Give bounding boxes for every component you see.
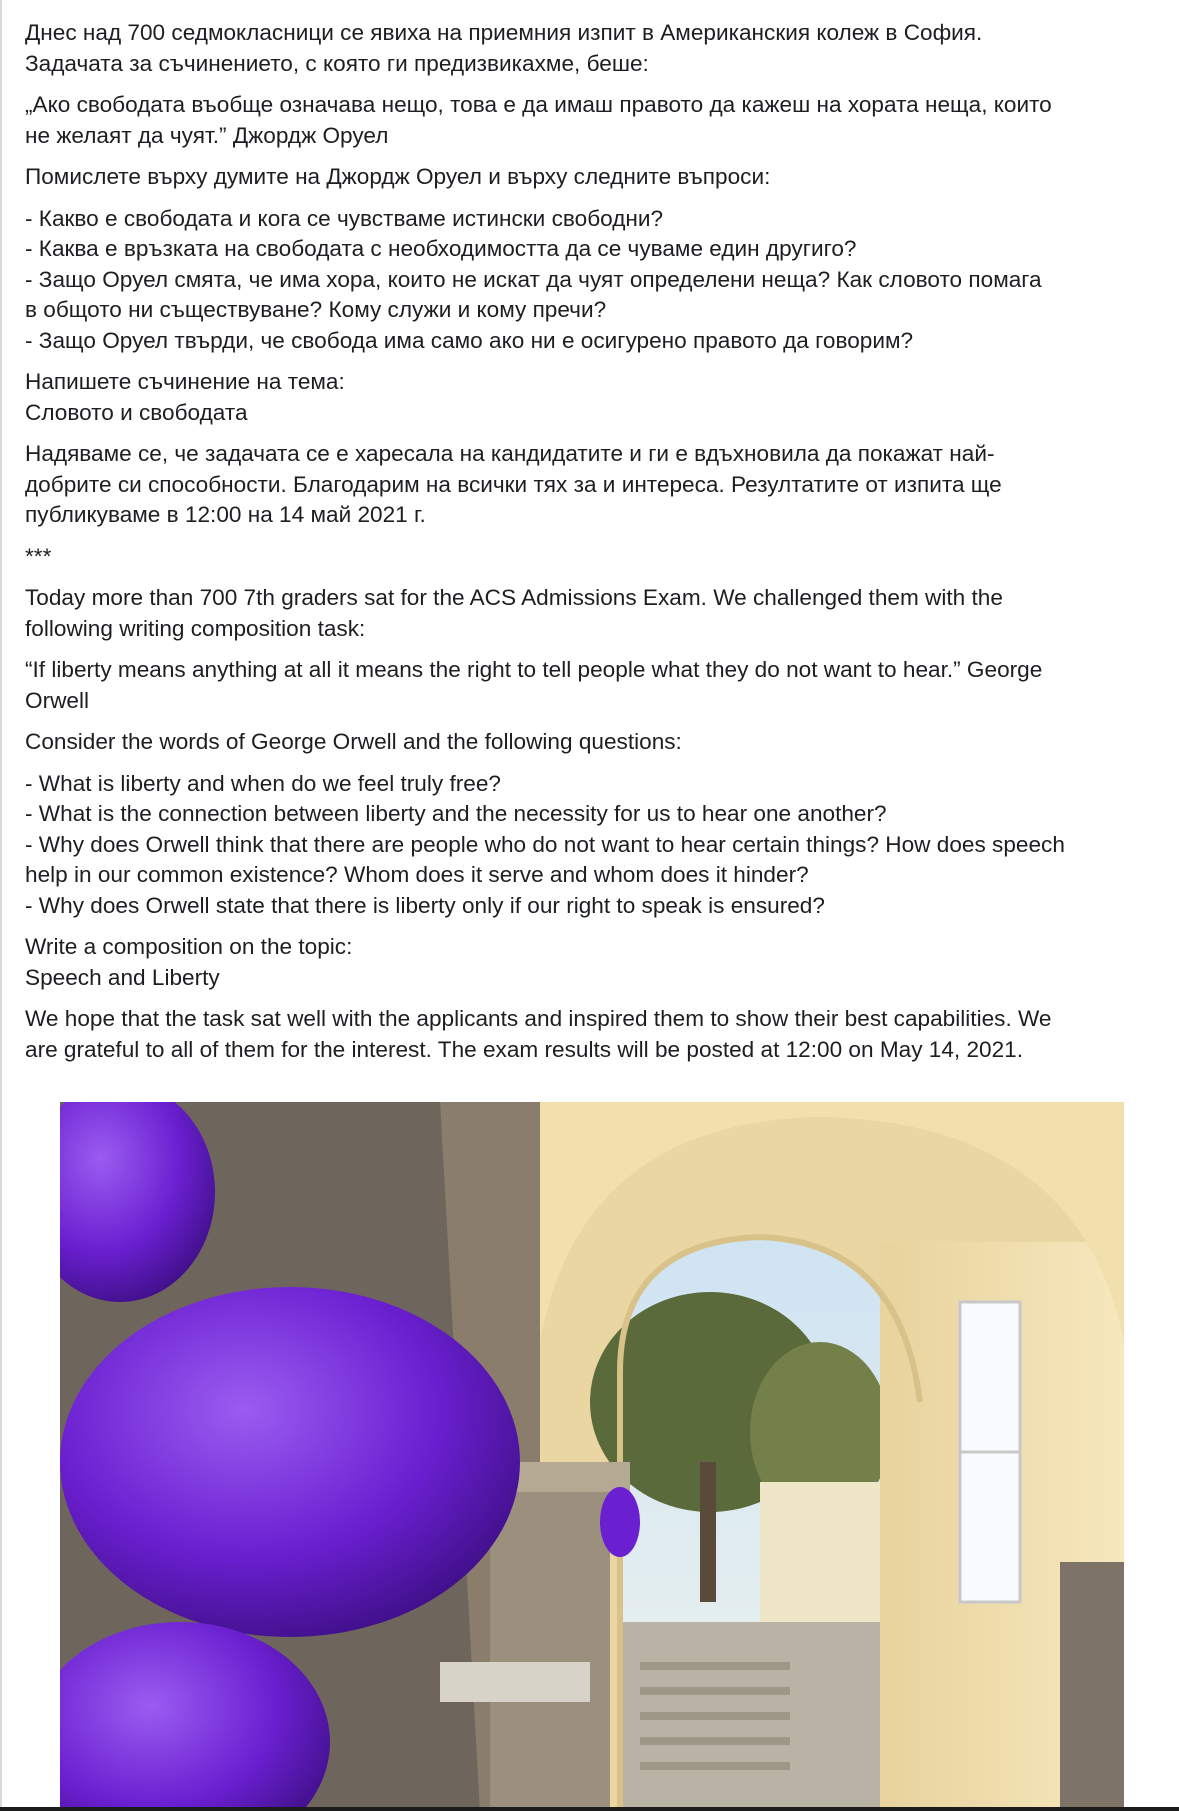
en-consider: Consider the words of George Orwell and the following questions: (25, 729, 682, 754)
en-question-line: help in our common existence? Whom does it serve and whom does it hinder? (25, 862, 809, 887)
post-text (25, 18, 1160, 1076)
bg-quote-line: „Ако свободата въобще означава нещо, това е да имаш правото да кажеш на хората неща, които (25, 92, 1052, 117)
en-task-topic: Speech and Liberty (25, 964, 220, 990)
en-closing-line: We hope that the task sat well with the applicants and inspired them to show their best capabilities. We (25, 1006, 1052, 1031)
stone-plinth (1060, 1562, 1124, 1811)
en-task-line: Write a composition on the topic: (25, 934, 353, 959)
bg-intro-line: Задачата за съчинението, с която ги предизвикахме, беше: (25, 50, 649, 76)
en-question-line: - Why does Orwell think that there are people who do not want to hear certain things? How does speech (25, 831, 1065, 857)
separator: *** (25, 543, 52, 569)
bg-task-topic: Словото и свободата (25, 399, 248, 425)
left-border (0, 0, 2, 1811)
en-intro-line: Today more than 700 7th graders sat for the ACS Admissions Exam. We challenged them with the (25, 585, 1003, 610)
en-quote (25, 655, 1160, 716)
en-quote-line: Orwell (25, 687, 90, 713)
bg-question-line: - Защо Оруел твърди, че свобода има само ако ни е осигурено правото да говорим? (25, 327, 914, 353)
bg-intro-line: Днес над 700 седмокласници се явиха на приемния изпит в Американския колеж в София. (25, 20, 983, 45)
bg-question-line: - Защо Оруел смята, че има хора, които не искат да чуят определени неща? Как словото помага (25, 266, 1042, 292)
bg-closing-line: публикуваме в 12:00 на 14 май 2021 г. (25, 502, 426, 527)
tree-trunk (700, 1462, 716, 1602)
photo-illustration (60, 1102, 1124, 1811)
en-intro (25, 583, 1160, 644)
en-task (25, 932, 1160, 993)
bg-question-line: - Каква е връзката на свободата с необходимостта да се чуваме един другиго? (25, 236, 857, 261)
bg-consider: Помислете върху думите на Джордж Оруел и върху следните въпроси: (25, 164, 771, 189)
en-quote-line: “If liberty means anything at all it means the right to tell people what they do not want to hear.” George (25, 657, 1043, 682)
bottom-bar (0, 1807, 1179, 1811)
balloon (60, 1287, 520, 1637)
bg-quote-line: не желаят да чуят.” Джордж Оруел (25, 122, 389, 148)
bg-closing-line: Надяваме се, че задачата се е харесала на кандидатите и ги е вдъхновила да покажат най- (25, 441, 995, 466)
bg-questions (25, 204, 1160, 357)
bg-task-line: Напишете съчинение на тема: (25, 369, 345, 394)
bg-quote (25, 90, 1160, 151)
en-closing (25, 1004, 1160, 1065)
en-question-line: - Why does Orwell state that there is liberty only if our right to speak is ensured? (25, 892, 825, 918)
bg-closing (25, 439, 1160, 531)
balloon (600, 1487, 640, 1557)
post-photo[interactable] (60, 1102, 1124, 1811)
en-questions (25, 769, 1160, 922)
en-intro-line: following writing composition task: (25, 615, 366, 641)
bg-question-line: в общото ни съществуване? Кому служи и кому пречи? (25, 297, 607, 322)
en-question-line: - What is the connection between liberty and the necessity for us to hear one another? (25, 801, 887, 826)
bg-closing-line: добрите си способности. Благодарим на всички тях за и интереса. Резултатите от изпита ще (25, 471, 1002, 497)
en-closing-line: are grateful to all of them for the interest. The exam results will be posted at 12:00 on May 14, 2021. (25, 1036, 1024, 1062)
bg-question-line: - Какво е свободата и кога се чувстваме истински свободни? (25, 205, 664, 231)
bg-intro (25, 18, 1160, 79)
en-question-line: - What is liberty and when do we feel truly free? (25, 770, 501, 796)
stone-column (490, 1482, 610, 1811)
bg-task (25, 367, 1160, 428)
